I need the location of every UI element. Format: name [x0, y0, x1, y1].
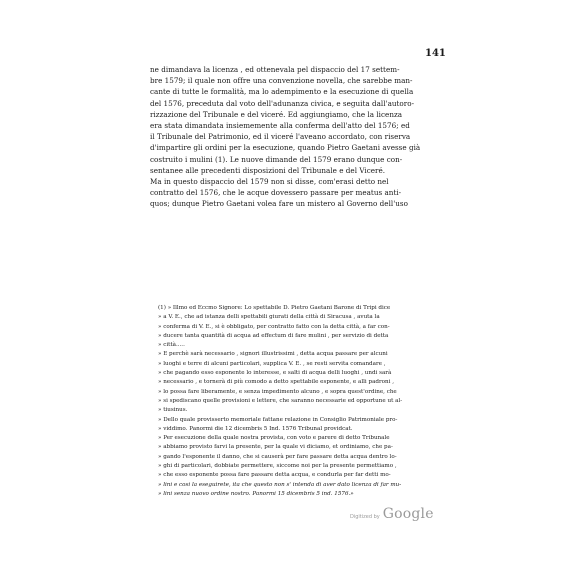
- footnote-line: » che pagando esso esponente lo interesse, e salti di acqua delli luoghi , undi sarà: [158, 370, 392, 377]
- footnote-line: » luoghi e terre di alcuni particolari, supplica V. E. , se resti servita comandare ,: [158, 360, 386, 367]
- body-line: quos; dunque Pietro Gaetani volea fare un mistero al Governo dell'uso: [150, 199, 408, 209]
- body-line: ne dimandava la licenza , ed ottenevala pel dispaccio del 17 settem-: [150, 65, 400, 74]
- body-line: costruito i mulini (1). Le nuove dimande del 1579 erano dunque con-: [150, 154, 403, 164]
- footnote-line: » necessario , e tornerà di più comodo a detto spettabile esponente, e alli padroni ,: [158, 379, 394, 386]
- footnote-line: (1) » Illmo ed Eccmo Signore: Lo spettabile D. Pietro Gaetani Barone di Tripi dice: [158, 305, 391, 311]
- footnote-line: » lo possa fare liberamente, e senza impedimento alcuno , e sopra quest'ordine, che: [158, 388, 397, 395]
- footnote-line: » lini e cosi la eseguirete, ita che questo non s' intenda di aver dato licenza di far mu-: [158, 481, 402, 488]
- digitized-by-google-watermark: [350, 506, 434, 522]
- footnote-line: » tiusinus.: [158, 407, 188, 414]
- body-line: d'impartire gli ordini per la esecuzione, quando Pietro Gaetani avesse già: [150, 143, 421, 153]
- footnote-line: » Per esecuzione della quale nostra provista, con voto e parere di detto Tribunale: [158, 435, 390, 442]
- footnote-line: » ducere tanta quantità di acqua ad effectum di fare mulini , per servizio di detta: [158, 332, 389, 339]
- body-line: Ma in questo dispaccio del 1579 non si disse, com'erasi detto nel: [150, 176, 389, 186]
- google-logo: Google: [382, 506, 434, 522]
- body-line: era stata dimandata insiememente alla conferma dell'atto del 1576; ed: [150, 120, 410, 130]
- body-line: sentanee alle precedenti disposizioni del Tribunale e del Viceré.: [150, 165, 386, 175]
- footnote-line: » Dello quale provisserto memoriale fattane relazione in Consiglio Patrimoniale pro-: [158, 416, 398, 423]
- footnote-line: » ghi di particolari, dobbiate permettere, siccome noi per la presente permettiamo ,: [158, 463, 397, 470]
- footnote-line: » a V. E., che ad istanza delli spettabili giurati della città di Siracusa , avuta la: [158, 314, 380, 321]
- body-line: bre 1579; il quale non offre una convenzione novella, che sarebbe man-: [150, 76, 413, 86]
- body-line: rizzazione del Tribunale e del viceré. Ed aggiungiamo, che la licenza: [150, 109, 403, 119]
- body-line: del 1576, preceduta dal voto dell'adunanza civica, e seguita dall'autoro-: [150, 98, 415, 108]
- body-line: cante di tutte le formalità, ma lo adempimento e la esecuzione di quella: [150, 87, 414, 97]
- body-line: contratto del 1576, che le acque dovessero passare per meatus anti-: [150, 188, 402, 198]
- footnotes: [158, 304, 432, 499]
- footnote-line: » lini senza nuovo ordine nostro. Panormi 15 dicembris 5 ind. 1576.»: [158, 490, 354, 497]
- footnote-line: » che esso esponente possa fare passare detta acqua, e condurla per far detti mo-: [158, 472, 391, 479]
- footnote-line: » gando l'esponente il danno, che si causerà per fare passare detta acqua dentro lo-: [158, 453, 397, 460]
- footnote-line: » viddimo. Panormi die 12 dicembris 5 Ind. 1576 Tribunal providcat.: [158, 425, 353, 432]
- footnote-line: » conferma di V. E., si è obbligato, per contratto fatto con la detta città, a far con-: [158, 323, 390, 330]
- body-text: [150, 64, 432, 209]
- page-number: 141: [425, 48, 446, 59]
- watermark-prefix: Digitized by: [350, 514, 380, 520]
- body-line: il Tribunale del Patrimonio, ed il viceré l'aveano accordato, con riserva: [150, 132, 411, 142]
- footnote-line: » E perchè sarà necessario , signori illustrissimi , detta acqua passare per alcuni: [158, 351, 388, 358]
- footnote-line: » abbiamo provisto farvi la presente, per la quale vi diciamo, et ordiniamo, che pa-: [158, 444, 393, 451]
- footnote-line: » si spediscano quelle provisioni e lettere, che saranno necessarie ed opportune ut al-: [158, 397, 403, 404]
- footnote-line: » città.....: [158, 342, 185, 349]
